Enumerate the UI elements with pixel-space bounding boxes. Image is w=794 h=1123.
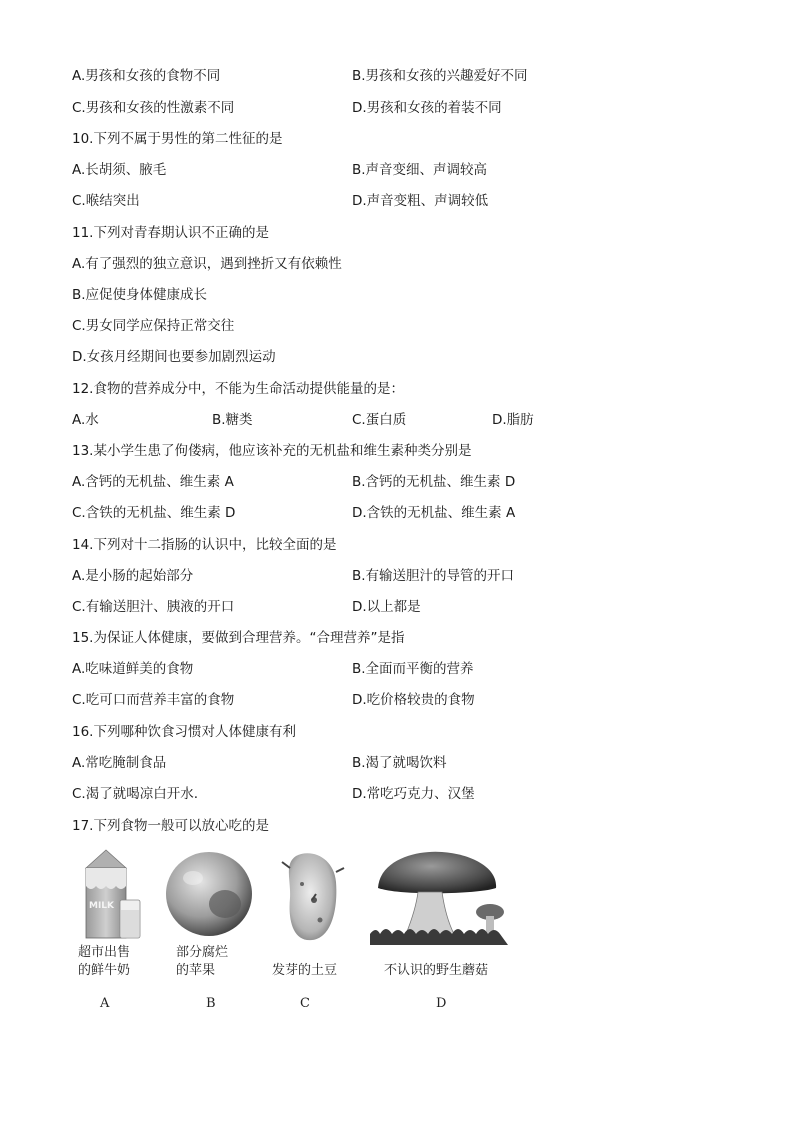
- figure-b-caption-line2: 的苹果: [176, 963, 216, 978]
- q11-option-b: B.应促使身体健康成长: [72, 287, 208, 303]
- q13-stem: 13.某小学生患了佝偻病，他应该补充的无机盐和维生素种类分别是: [72, 443, 472, 459]
- q11-option-c: C.男女同学应保持正常交往: [72, 318, 235, 334]
- q12-option-a: A.水: [72, 412, 99, 428]
- figure-a-caption-line2: 的鲜牛奶: [78, 963, 131, 978]
- q14-option-b: B.有输送胆汁的导管的开口: [352, 568, 515, 584]
- q16-stem: 16.下列哪种饮食习惯对人体健康有利: [72, 724, 296, 740]
- rotten-apple-image: [163, 848, 255, 940]
- q15-option-c: C.吃可口而营养丰富的食物: [72, 692, 235, 708]
- q10-option-c: C.喉结突出: [72, 193, 140, 209]
- q10-option-b: B.声音变细、声调较高: [352, 162, 488, 178]
- q16-option-a: A.常吃腌制食品: [72, 755, 167, 771]
- figure-b-label: B: [206, 996, 216, 1011]
- q12-option-d: D.脂肪: [492, 412, 534, 428]
- q13-option-a: A.含钙的无机盐、维生素 A: [72, 474, 234, 490]
- q12-stem: 12.食物的营养成分中，不能为生命活动提供能量的是：: [72, 381, 404, 397]
- q10-option-d: D.声音变粗、声调较低: [352, 193, 489, 209]
- q16-option-d: D.常吃巧克力、汉堡: [352, 786, 475, 802]
- q10-stem: 10.下列不属于男性的第二性征的是: [72, 131, 283, 147]
- q13-option-c: C.含铁的无机盐、维生素 D: [72, 505, 236, 521]
- q13-option-d: D.含铁的无机盐、维生素 A: [352, 505, 516, 521]
- q12-option-b: B.糖类: [212, 412, 253, 428]
- milk-carton-image: [76, 848, 146, 940]
- q15-stem: 15.为保证人体健康，要做到合理营养。“合理营养”是指: [72, 630, 405, 646]
- q9-option-a: A.男孩和女孩的食物不同: [72, 68, 221, 84]
- wild-mushroom-image: [370, 848, 508, 945]
- figure-c-label: C: [300, 996, 310, 1011]
- figure-c-caption: 发芽的土豆: [272, 963, 338, 978]
- q9-option-d: D.男孩和女孩的着装不同: [352, 100, 502, 116]
- q14-stem: 14.下列对十二指肠的认识中，比较全面的是: [72, 537, 337, 553]
- q15-option-b: B.全面而平衡的营养: [352, 661, 474, 677]
- figure-a-caption-line1: 超市出售: [78, 945, 131, 960]
- q11-option-a: A.有了强烈的独立意识，遇到挫折又有依赖性: [72, 256, 342, 272]
- q12-option-c: C.蛋白质: [352, 412, 407, 428]
- q14-option-d: D.以上都是: [352, 599, 421, 615]
- figure-b-caption-line1: 部分腐烂: [176, 945, 229, 960]
- q15-option-a: A.吃味道鲜美的食物: [72, 661, 194, 677]
- q15-option-d: D.吃价格较贵的食物: [352, 692, 475, 708]
- svg-text:MILK: MILK: [89, 901, 115, 911]
- figure-a-label: A: [100, 996, 110, 1011]
- q13-option-b: B.含钙的无机盐、维生素 D: [352, 474, 516, 490]
- q17-stem: 17.下列食物一般可以放心吃的是: [72, 818, 269, 834]
- q14-option-a: A.是小肠的起始部分: [72, 568, 194, 584]
- q14-option-c: C.有输送胆汁、胰液的开口: [72, 599, 235, 615]
- figure-d-caption: 不认识的野生蘑菇: [384, 963, 489, 978]
- sprouting-potato-image: [276, 848, 350, 943]
- q11-stem: 11.下列对青春期认识不正确的是: [72, 225, 269, 241]
- q9-option-b: B.男孩和女孩的兴趣爱好不同: [352, 68, 528, 84]
- q16-option-c: C.渴了就喝凉白开水.: [72, 786, 199, 802]
- q11-option-d: D.女孩月经期间也要参加剧烈运动: [72, 349, 276, 365]
- q16-option-b: B.渴了就喝饮料: [352, 755, 447, 771]
- q9-option-c: C.男孩和女孩的性激素不同: [72, 100, 235, 116]
- figure-d-label: D: [436, 996, 447, 1011]
- q10-option-a: A.长胡须、腋毛: [72, 162, 167, 178]
